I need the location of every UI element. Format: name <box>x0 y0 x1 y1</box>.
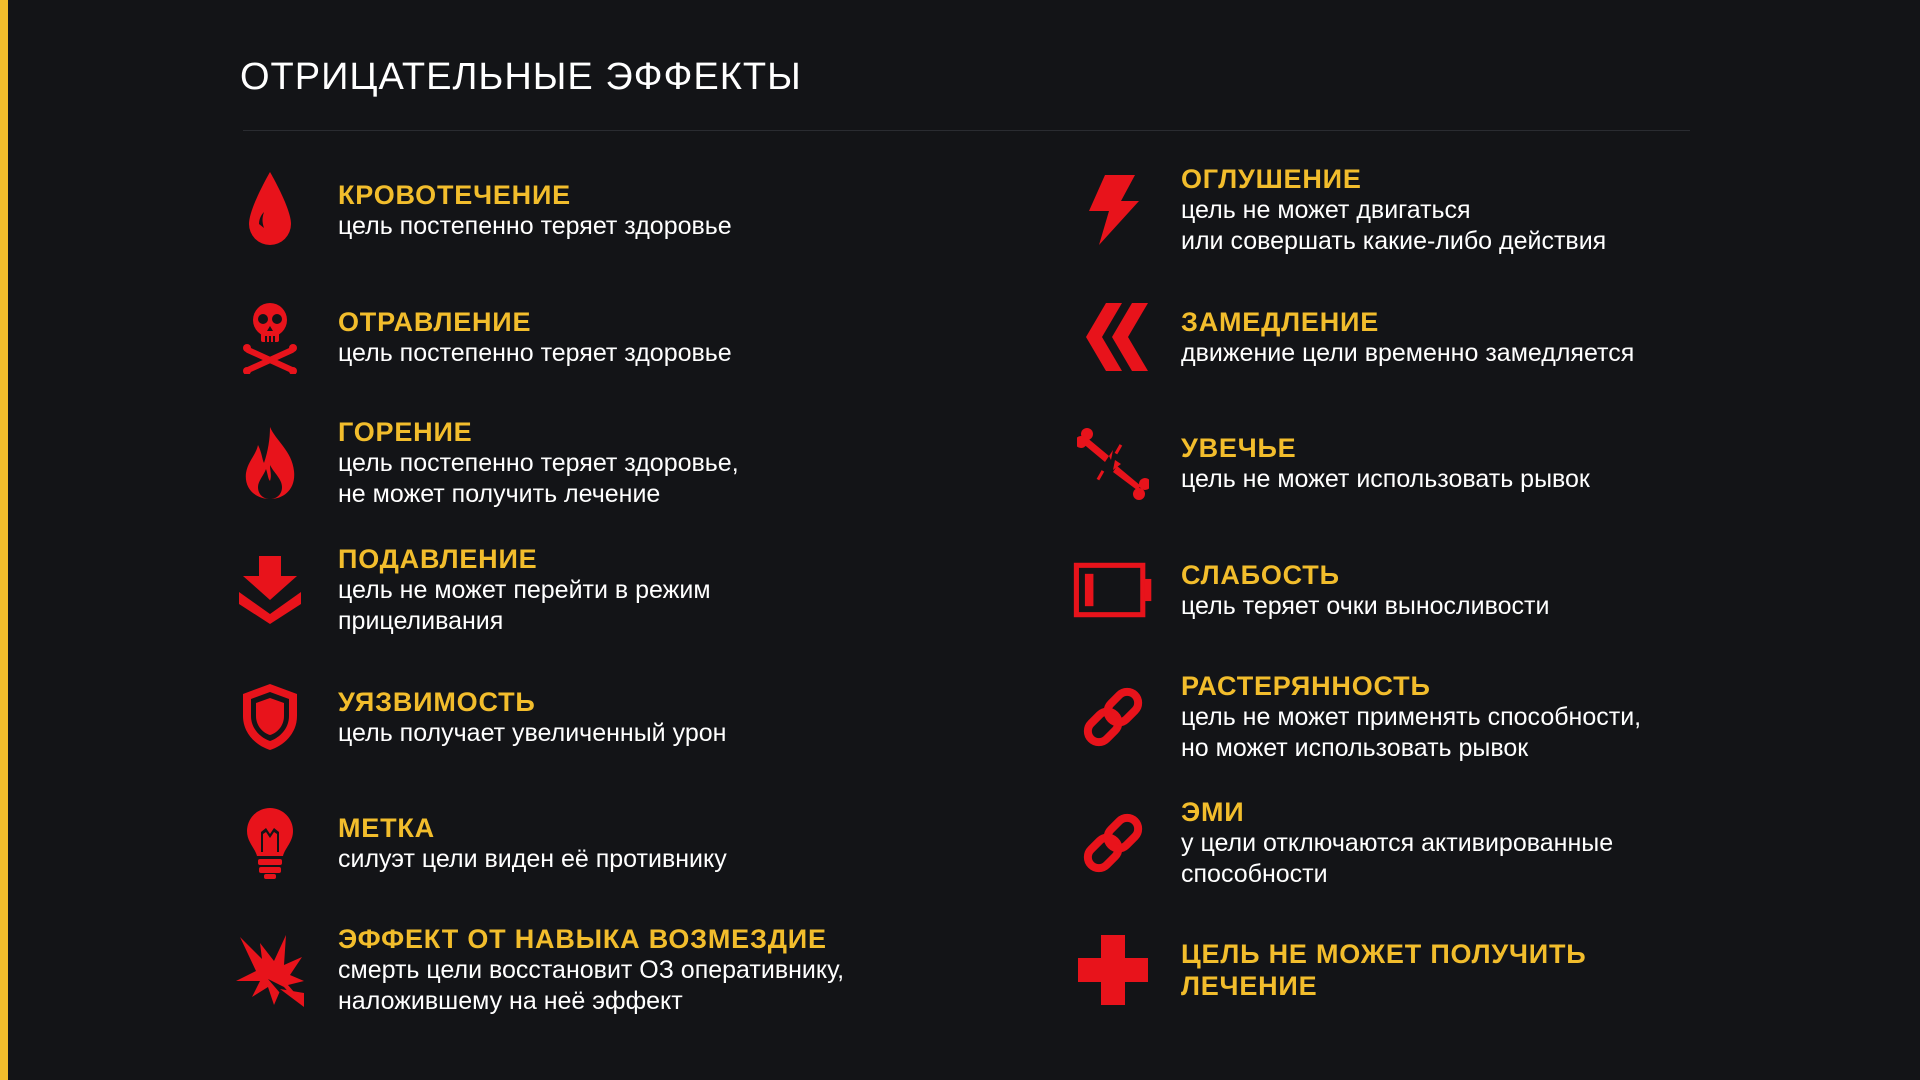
effect-weakness <box>1073 535 1833 645</box>
effect-name: ОТРАВЛЕНИЕ <box>338 306 532 337</box>
effect-description: движение цели временно замедляется <box>1181 338 1635 367</box>
explosion-icon <box>230 915 310 1025</box>
effect-description: цель постепенно теряет здоровье, не может получить лечение <box>338 449 739 508</box>
effect-name: РАСТЕРЯННОСТЬ <box>1181 671 1431 701</box>
effect-name: ЭМИ <box>1181 797 1245 827</box>
effect-description: цель постепенно теряет здоровье <box>338 338 732 367</box>
effect-maim <box>1073 408 1833 518</box>
effect-emp <box>1073 788 1833 898</box>
broken-bone-icon <box>1073 408 1153 518</box>
effect-no-healing <box>1073 915 1833 1025</box>
chain-link-icon <box>1073 662 1153 772</box>
effect-name: ПОДАВЛЕНИЕ <box>338 544 538 574</box>
effect-confusion <box>1073 662 1833 772</box>
effect-description: цель не может двигаться или совершать какие-либо действия <box>1181 196 1607 255</box>
effect-name: ОГЛУШЕНИЕ <box>1181 164 1362 194</box>
effect-mark <box>230 788 990 898</box>
effect-slow <box>1073 282 1833 392</box>
effect-bleeding <box>230 155 990 265</box>
shield-icon <box>230 662 310 772</box>
arrow-down-chevron-icon <box>230 535 310 645</box>
effect-poisoning <box>230 282 990 392</box>
low-battery-icon <box>1073 535 1153 645</box>
effect-stun <box>1073 155 1833 265</box>
light-bulb-icon <box>230 788 310 898</box>
effect-description: силуэт цели виден её противнику <box>338 844 727 873</box>
blood-drop-icon <box>230 155 310 265</box>
effect-description: цель теряет очки выносливости <box>1181 591 1550 620</box>
effect-description: смерть цели восстановит ОЗ оперативнику, наложившему на неё эффект <box>338 956 845 1015</box>
effect-burning <box>230 408 990 518</box>
effect-vulnerability <box>230 662 990 772</box>
effect-description: цель не может применять способности, но может использовать рывок <box>1181 703 1642 762</box>
effect-suppression <box>230 535 990 645</box>
effect-name: УВЕЧЬЕ <box>1181 432 1297 463</box>
fire-icon <box>230 408 310 518</box>
lightning-icon <box>1073 155 1153 265</box>
effect-name: ЗАМЕДЛЕНИЕ <box>1181 306 1380 337</box>
effect-retribution <box>230 915 990 1025</box>
effect-name: МЕТКА <box>338 812 435 843</box>
effect-description: цель не может перейти в режим прицеливания <box>338 576 711 635</box>
double-chevron-left-icon <box>1073 282 1153 392</box>
effect-description: у цели отключаются активированные способности <box>1181 829 1614 888</box>
chain-link-icon <box>1073 788 1153 898</box>
effect-name: УЯЗВИМОСТЬ <box>338 686 536 717</box>
divider <box>243 130 1690 131</box>
effect-name: КРОВОТЕЧЕНИЕ <box>338 179 571 210</box>
effect-description: цель постепенно теряет здоровье <box>338 211 732 240</box>
skull-crossbones-icon <box>230 282 310 392</box>
medical-cross-icon <box>1073 915 1153 1025</box>
effect-description: цель получает увеличенный урон <box>338 718 727 747</box>
effect-name: СЛАБОСТЬ <box>1181 559 1340 590</box>
accent-bar <box>0 0 8 1080</box>
effect-name: ЭФФЕКТ ОТ НАВЫКА ВОЗМЕЗДИЕ <box>338 924 827 954</box>
page-title: ОТРИЦАТЕЛЬНЫЕ ЭФФЕКТЫ <box>240 56 802 98</box>
effect-name: ГОРЕНИЕ <box>338 417 473 447</box>
effect-name: ЦЕЛЬ НЕ МОЖЕТ ПОЛУЧИТЬ ЛЕЧЕНИЕ <box>1181 939 1587 1001</box>
effect-description: цель не может использовать рывок <box>1181 464 1590 493</box>
